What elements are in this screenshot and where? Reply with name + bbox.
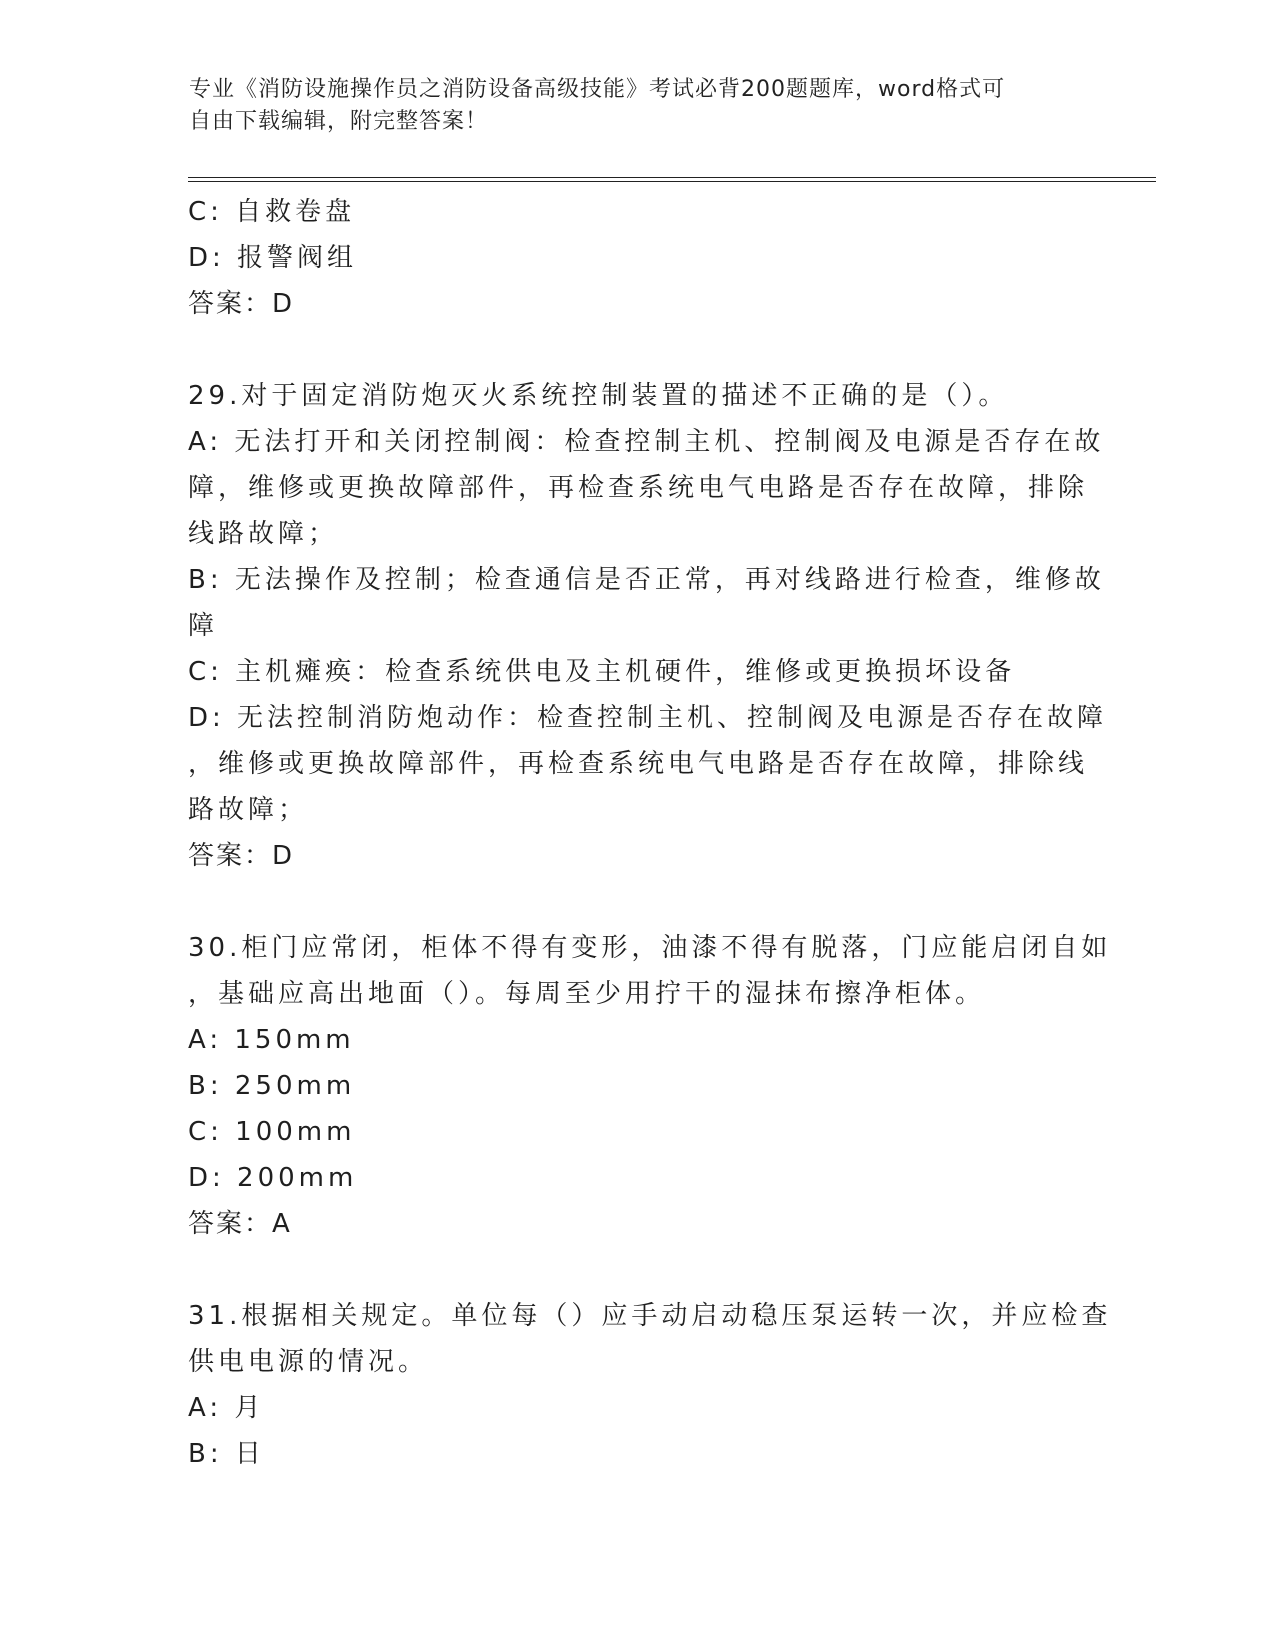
question-list	[188, 189, 1112, 1477]
q29-option-d-line-3: 路故障；	[188, 795, 309, 825]
spacer	[188, 879, 1088, 925]
q31-stem-line-1: 31.根据相关规定。单位每（）应手动启动稳压泵运转一次，并应检查	[188, 1301, 1112, 1331]
q30-stem-line-1: 30.柜门应常闭，柜体不得有变形，油漆不得有脱落，门应能启闭自如	[188, 933, 1112, 963]
q28-answer: 答案：D	[188, 289, 295, 319]
header-line-2: 自由下载编辑，附完整答案！	[189, 109, 489, 134]
q31-option-a: A: 月	[188, 1393, 265, 1423]
q29-option-d-line-1: D: 无法控制消防炮动作：检查控制主机、控制阀及电源是否存在故障	[188, 703, 1108, 733]
q30-stem-line-2: ，基础应高出地面（）。每周至少用拧干的湿抹布擦净柜体。	[188, 979, 986, 1009]
q31-stem-line-2: 供电电源的情况。	[188, 1347, 429, 1377]
q30-option-b: B: 250mm	[188, 1071, 356, 1101]
q29-option-a-line-1: A: 无法打开和关闭控制阀：检查控制主机、控制阀及电源是否存在故	[188, 427, 1105, 457]
q28-option-d: D: 报警阀组	[188, 243, 358, 273]
header-line-1: 专业《消防设施操作员之消防设备高级技能》考试必背200题题库，word格式可	[189, 77, 1006, 102]
spacer	[188, 1247, 1088, 1293]
header-divider	[188, 177, 1156, 182]
q29-option-a-line-3: 线路故障；	[188, 519, 339, 549]
q28-option-c: C: 自救卷盘	[188, 197, 356, 227]
q30-option-c: C: 100mm	[188, 1117, 356, 1147]
spacer	[188, 327, 1088, 373]
q30-option-a: A: 150mm	[188, 1025, 355, 1055]
q29-option-c: C: 主机瘫痪：检查系统供电及主机硬件，维修或更换损坏设备	[188, 657, 1016, 687]
q29-option-b-line-2: 障	[188, 611, 219, 641]
q29-answer: 答案：D	[188, 841, 295, 871]
document-header	[189, 74, 1069, 138]
q29-option-d-line-2: ，维修或更换故障部件，再检查系统电气电路是否存在故障，排除线	[188, 749, 1089, 779]
q30-option-d: D: 200mm	[188, 1163, 358, 1193]
q29-stem: 29.对于固定消防炮灭火系统控制装置的描述不正确的是（）。	[188, 381, 1009, 411]
q30-answer: 答案：A	[188, 1209, 292, 1239]
q29-option-b-line-1: B: 无法操作及控制；检查通信是否正常，再对线路进行检查，维修故	[188, 565, 1105, 595]
q31-option-b: B: 日	[188, 1439, 265, 1469]
q29-option-a-line-2: 障，维修或更换故障部件，再检查系统电气电路是否存在故障，排除	[188, 473, 1089, 503]
